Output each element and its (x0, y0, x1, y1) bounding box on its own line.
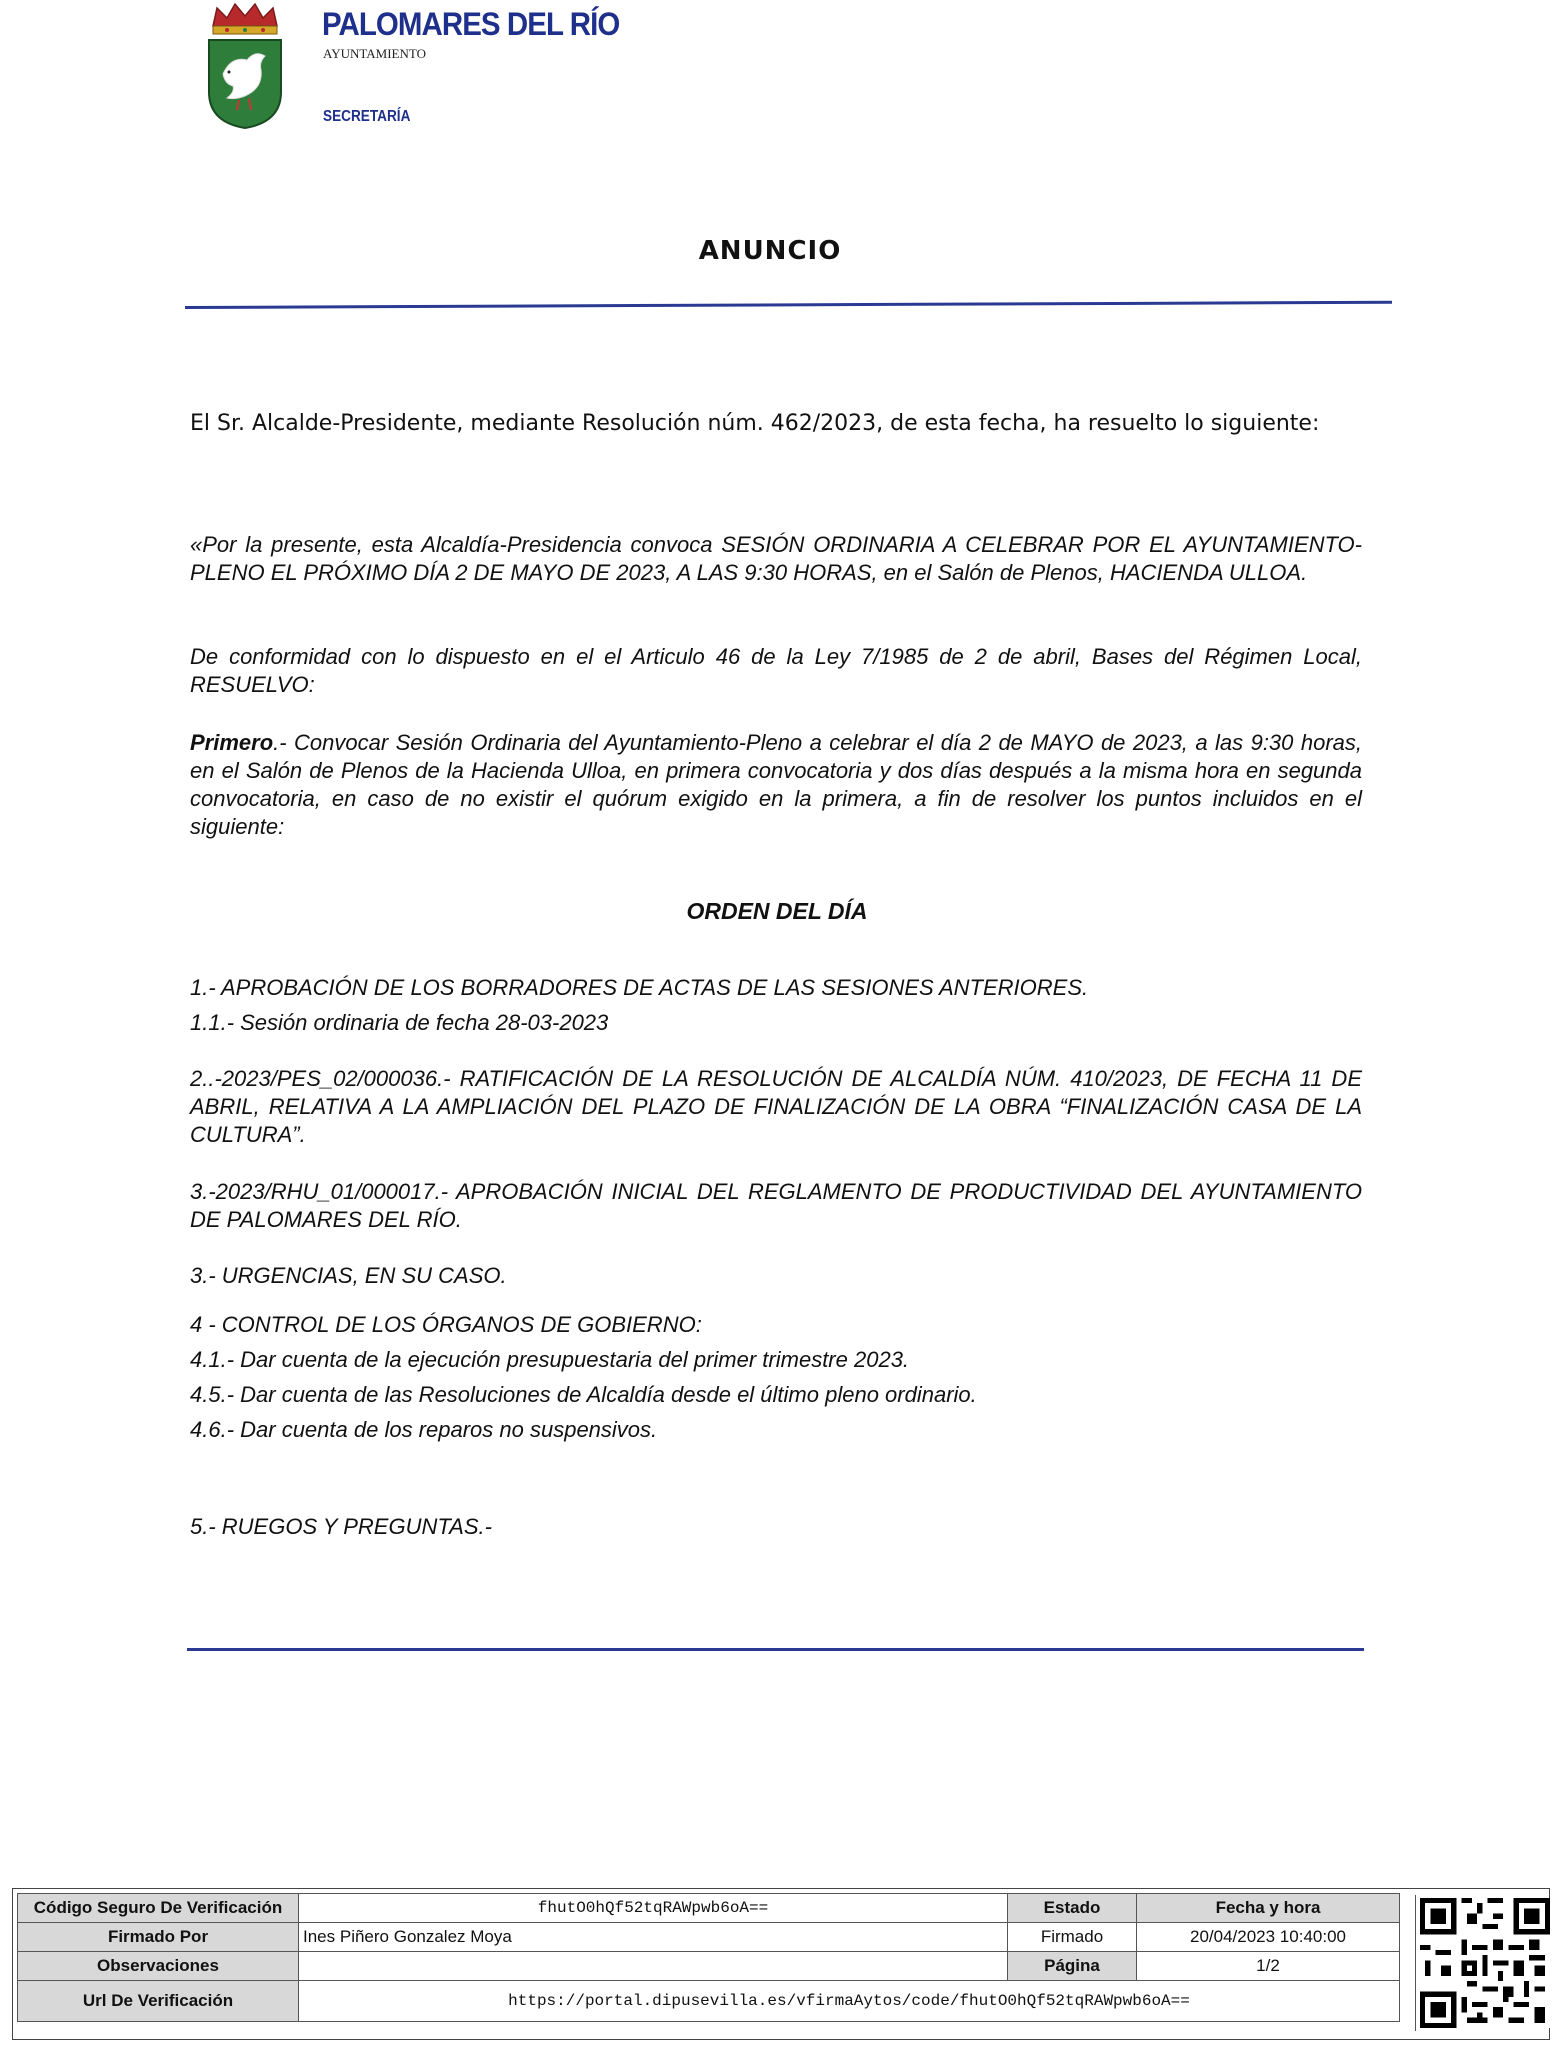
fecha-value: 20/04/2023 10:40:00 (1137, 1923, 1400, 1952)
convocation-paragraph: «Por la presente, esta Alcaldía-Presidencia convoca SESIÓN ORDINARIA A CELEBRAR POR EL AYUNTAMIENTO-PLENO EL PRÓXIMO DÍA 2 DE MAYO DE 2023, A LAS 9:30 HORAS, en el Salón de Plenos, HACIENDA ULLOA. (190, 532, 1362, 585)
legal-basis-paragraph: De conformidad con lo dispuesto en el el Articulo 46 de la Ley 7/1985 de 2 de abril, Bases del Régimen Local, RESUELVO: (190, 644, 1362, 697)
fecha-label: Fecha y hora (1137, 1894, 1400, 1923)
agenda-subitem: 4.6.- Dar cuenta de los reparos no suspensivos. (190, 1417, 658, 1442)
agenda-subitem: 4.5.- Dar cuenta de las Resoluciones de Alcaldía desde el último pleno ordinario. (190, 1382, 977, 1407)
document-title: ANUNCIO (698, 236, 842, 266)
table-row (18, 1952, 1400, 1981)
verification-table (17, 1893, 1400, 2022)
resolution-first-label: Primero (190, 730, 274, 755)
observations-label: Observaciones (18, 1952, 299, 1981)
page-value: 1/2 (1137, 1952, 1400, 1981)
csv-value: fhutO0hQf52tqRAWpwb6oA== (299, 1894, 1008, 1923)
page-label: Página (1008, 1952, 1137, 1981)
resolution-paragraph (190, 729, 1362, 841)
agenda-item: 3.- URGENCIAS, EN SU CASO. (190, 1263, 507, 1288)
agenda-subitem: 1.1.- Sesión ordinaria de fecha 28-03-2023 (190, 1010, 609, 1035)
title-divider (185, 301, 1392, 309)
estado-value: Firmado (1008, 1923, 1137, 1952)
agenda-item: 5.- RUEGOS Y PREGUNTAS.- (190, 1514, 492, 1539)
csv-label: Código Seguro De Verificación (18, 1894, 299, 1923)
closing-divider (187, 1648, 1364, 1651)
agenda-item: 1.- APROBACIÓN DE LOS BORRADORES DE ACTAS DE LAS SESIONES ANTERIORES. (190, 975, 1089, 1000)
department-name: SECRETARÍA (323, 108, 411, 125)
municipality-name: PALOMARES DEL RÍO (322, 6, 620, 42)
resolution-first-text: .- Convocar Sesión Ordinaria del Ayuntamiento-Pleno a celebrar el día 2 de MAYO de 2023, a las 9:30 horas, en el Salón de Plenos de la Hacienda Ulloa, en primera convocatoria y dos días después a la misma hora en segunda convocatoria, en caso de no existir el quórum exigido en la primera, a fin de resolver los puntos incluidos en el siguiente: (190, 730, 1362, 839)
signed-by-value: Ines Piñero Gonzalez Moya (299, 1923, 1008, 1952)
url-label: Url De Verificación (18, 1981, 299, 2022)
verification-box (12, 1888, 1550, 2040)
intro-paragraph: El Sr. Alcalde-Presidente, mediante Resolución núm. 462/2023, de esta fecha, ha resuelto lo siguiente: (190, 411, 1320, 436)
agenda-item: 2..-2023/PES_02/000036.- RATIFICACIÓN DE LA RESOLUCIÓN DE ALCALDÍA NÚM. 410/2023, DE FECHA 11 DE ABRIL, RELATIVA A LA AMPLIACIÓN DEL PLAZO DE FINALIZACIÓN DE LA OBRA “FINALIZACIÓN CASA DE LA CULTURA”. (190, 1066, 1362, 1147)
signed-by-label: Firmado Por (18, 1923, 299, 1952)
table-row (18, 1894, 1400, 1923)
agenda-item: 3.-2023/RHU_01/000017.- APROBACIÓN INICIAL DEL REGLAMENTO DE PRODUCTIVIDAD DEL AYUNTAMIENTO DE PALOMARES DEL RÍO. (190, 1179, 1362, 1232)
verification-url[interactable]: https://portal.dipusevilla.es/vfirmaAytos/code/fhutO0hQf52tqRAWpwb6oA== (299, 1981, 1400, 2022)
municipality-subtitle: AYUNTAMIENTO (323, 46, 426, 61)
table-row (18, 1923, 1400, 1952)
qr-code-icon[interactable] (1415, 1895, 1556, 2031)
agenda-heading: ORDEN DEL DÍA (686, 898, 868, 924)
agenda-item: 4 - CONTROL DE LOS ÓRGANOS DE GOBIERNO: (190, 1312, 702, 1337)
observations-value (299, 1952, 1008, 1981)
agenda-subitem: 4.1.- Dar cuenta de la ejecución presupuestaria del primer trimestre 2023. (190, 1347, 910, 1372)
estado-label: Estado (1008, 1894, 1137, 1923)
table-row (18, 1981, 1400, 2022)
coat-of-arms-logo (205, 0, 285, 132)
